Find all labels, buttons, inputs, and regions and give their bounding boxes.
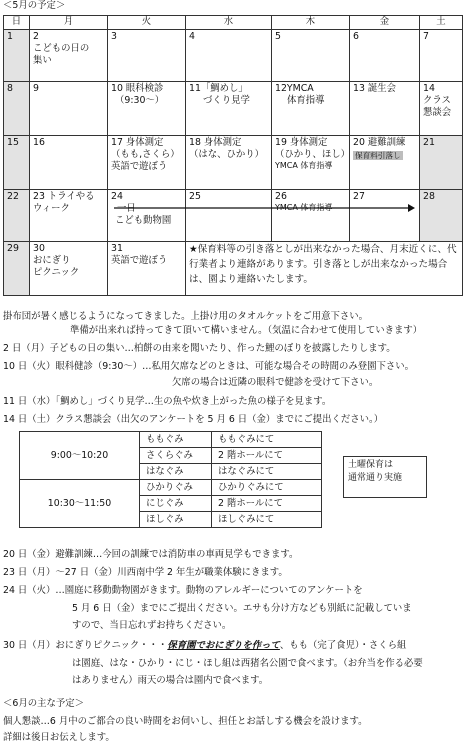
event-note-30-cont1: は園庭、はな・ひかり・にじ・ほし組は西猪名公園で食べます。（お弁当を作る必要: [72, 658, 423, 669]
notice-futon-2: 準備が出来れば持ってきて頂いて構いません。（気温に合わせて使用していきます）: [70, 325, 423, 336]
event-note-23: 23 日（月）〜27 日（金）川西南中学 2 年生が職業体験にきます。: [3, 567, 288, 578]
event-note-24-cont1: 5 月 6 日（金）までにご提出ください。エサも分け方なども別紙に記載していま: [72, 603, 412, 614]
day-cell: 17 身体測定 （もも,さくら） 英語で遊ぼう: [108, 136, 186, 190]
calendar-week: [4, 190, 463, 242]
calendar-week: [4, 82, 463, 136]
day-cell: 22: [4, 190, 30, 242]
emphasis-text: 保育園でおにぎりを作って: [167, 640, 280, 651]
event-note-30: 30 日（月）おにぎりピクニック・・・保育園でおにぎりを作って、もも（完了食児）・さくら組: [3, 640, 407, 651]
class-name: にじぐみ: [140, 496, 212, 512]
day-cell: 21: [420, 136, 463, 190]
calendar-header-row: [4, 16, 463, 30]
event-span-arrow: [112, 202, 417, 214]
table-row: [20, 480, 322, 496]
day-header-fri: 金: [350, 16, 420, 30]
event-note-10: 10 日（火）眼科健診（9:30〜）…私用欠席などのときは、可能な場合その時間のみ登園下さい。: [3, 361, 414, 372]
may-calendar: [3, 15, 463, 296]
day-header-wed: 水: [186, 16, 272, 30]
class-name: はなぐみ: [140, 464, 212, 480]
day-cell: 11「鯛めし」 づくり見学: [186, 82, 272, 136]
day-cell: 19 身体測定 （ひかり、ほし） YMCA 体育指導: [272, 136, 350, 190]
meeting-place: ひかりぐみにて: [212, 480, 322, 496]
day-cell: 12YMCA 体育指導: [272, 82, 350, 136]
payment-notice: ★保育料等の引き落としが出来なかった場合、月末近くに、代行業者より連絡があります。引き落としが出来なかった場合は、園より連絡いたします。: [186, 242, 463, 296]
day-cell: 31 英語で遊ぼう: [108, 242, 186, 296]
day-cell: 29: [4, 242, 30, 296]
day-cell: 6: [350, 30, 420, 82]
day-cell: 2 こどもの日の 集い: [30, 30, 108, 82]
event-note-20: 20 日（金）避難訓練…今回の訓練では消防車の車両見学もできます。: [3, 549, 299, 560]
class-meeting-table: [19, 431, 322, 528]
class-name: ももぐみ: [140, 432, 212, 448]
section-heading-may: ＜5月の予定＞: [3, 0, 66, 11]
section-heading-june: ＜6月の主な予定＞: [3, 698, 84, 709]
day-header-sat: 土: [420, 16, 463, 30]
day-cell: 9: [30, 82, 108, 136]
day-header-thu: 木: [272, 16, 350, 30]
event-note-10-cont: 欠席の場合は近隣の眼科で健診を受けて下さい。: [172, 377, 379, 388]
payment-withdrawal-badge: 保育料引落し: [355, 150, 401, 160]
class-name: ひかりぐみ: [140, 480, 212, 496]
meeting-place: 2 階ホールにて: [212, 496, 322, 512]
day-header-mon: 月: [30, 16, 108, 30]
day-cell: 13 誕生会: [350, 82, 420, 136]
june-note-2: 詳細は後日お伝えします。: [3, 732, 115, 743]
day-cell: 7: [420, 30, 463, 82]
event-note-24-cont2: すので、当日忘れずお持ちください。: [72, 620, 232, 631]
day-cell: 27: [350, 190, 420, 242]
day-cell: 24 一日 こども動物園: [108, 190, 186, 242]
day-cell: 26 YMCA 体育指導: [272, 190, 350, 242]
day-cell: 1: [4, 30, 30, 82]
day-cell: 18 身体測定 （はな、ひかり）: [186, 136, 272, 190]
day-cell: 20 避難訓練 保育料引落し: [350, 136, 420, 190]
day-cell: 14 クラス 懇談会: [420, 82, 463, 136]
event-note-14: 14 日（土）クラス懇談会（出欠のアンケートを 5 月 6 日（金）までにご提出ください。）: [3, 414, 384, 425]
event-note-30-cont2: はありません）雨天の場合は園内で食べます。: [72, 675, 269, 686]
day-header-sun: 日: [4, 16, 30, 30]
day-cell: 4: [186, 30, 272, 82]
day-header-tue: 火: [108, 16, 186, 30]
meeting-place: ほしぐみにて: [212, 512, 322, 528]
day-cell: 10 眼科検診 （9:30〜）: [108, 82, 186, 136]
session-time: 10:30〜11:50: [20, 480, 140, 528]
calendar-week: [4, 136, 463, 190]
saturday-care-note: 土曜保育は 通常通り実施: [343, 456, 427, 498]
table-row: [20, 432, 322, 448]
meeting-place: ももぐみにて: [212, 432, 322, 448]
day-cell: 30 おにぎり ピクニック: [30, 242, 108, 296]
class-name: さくらぐみ: [140, 448, 212, 464]
day-cell: 25: [186, 190, 272, 242]
session-time: 9:00〜10:20: [20, 432, 140, 480]
event-note-2: 2 日（月）子どもの日の集い…柏餅の由来を聞いたり、作った鯉のぼりを披露したりします。: [3, 343, 396, 354]
day-cell: 5: [272, 30, 350, 82]
day-cell: 15: [4, 136, 30, 190]
day-cell: 16: [30, 136, 108, 190]
day-cell: 28: [420, 190, 463, 242]
day-cell: 23 トライやる ウィーク: [30, 190, 108, 242]
notice-futon-1: 掛布団が暑く感じるようになってきました。上掛け用のタオルケットをご用意下さい。: [3, 311, 368, 322]
calendar-week: [4, 242, 463, 296]
calendar-week: [4, 30, 463, 82]
event-note-24: 24 日（火）…園庭に移動動物園がきます。動物のアレルギーについてのアンケートを: [3, 585, 363, 596]
day-cell: 3: [108, 30, 186, 82]
meeting-place: はなぐみにて: [212, 464, 322, 480]
day-cell: 8: [4, 82, 30, 136]
class-name: ほしぐみ: [140, 512, 212, 528]
june-note-1: 個人懇談…6 月中のご都合の良い時間をお伺いし、担任とお話しする機会を設けます。: [3, 716, 368, 727]
event-note-11: 11 日（水）「鯛めし」づくり見学…生の魚や炊き上がった魚の様子を見ます。: [3, 396, 332, 407]
meeting-place: 2 階ホールにて: [212, 448, 322, 464]
